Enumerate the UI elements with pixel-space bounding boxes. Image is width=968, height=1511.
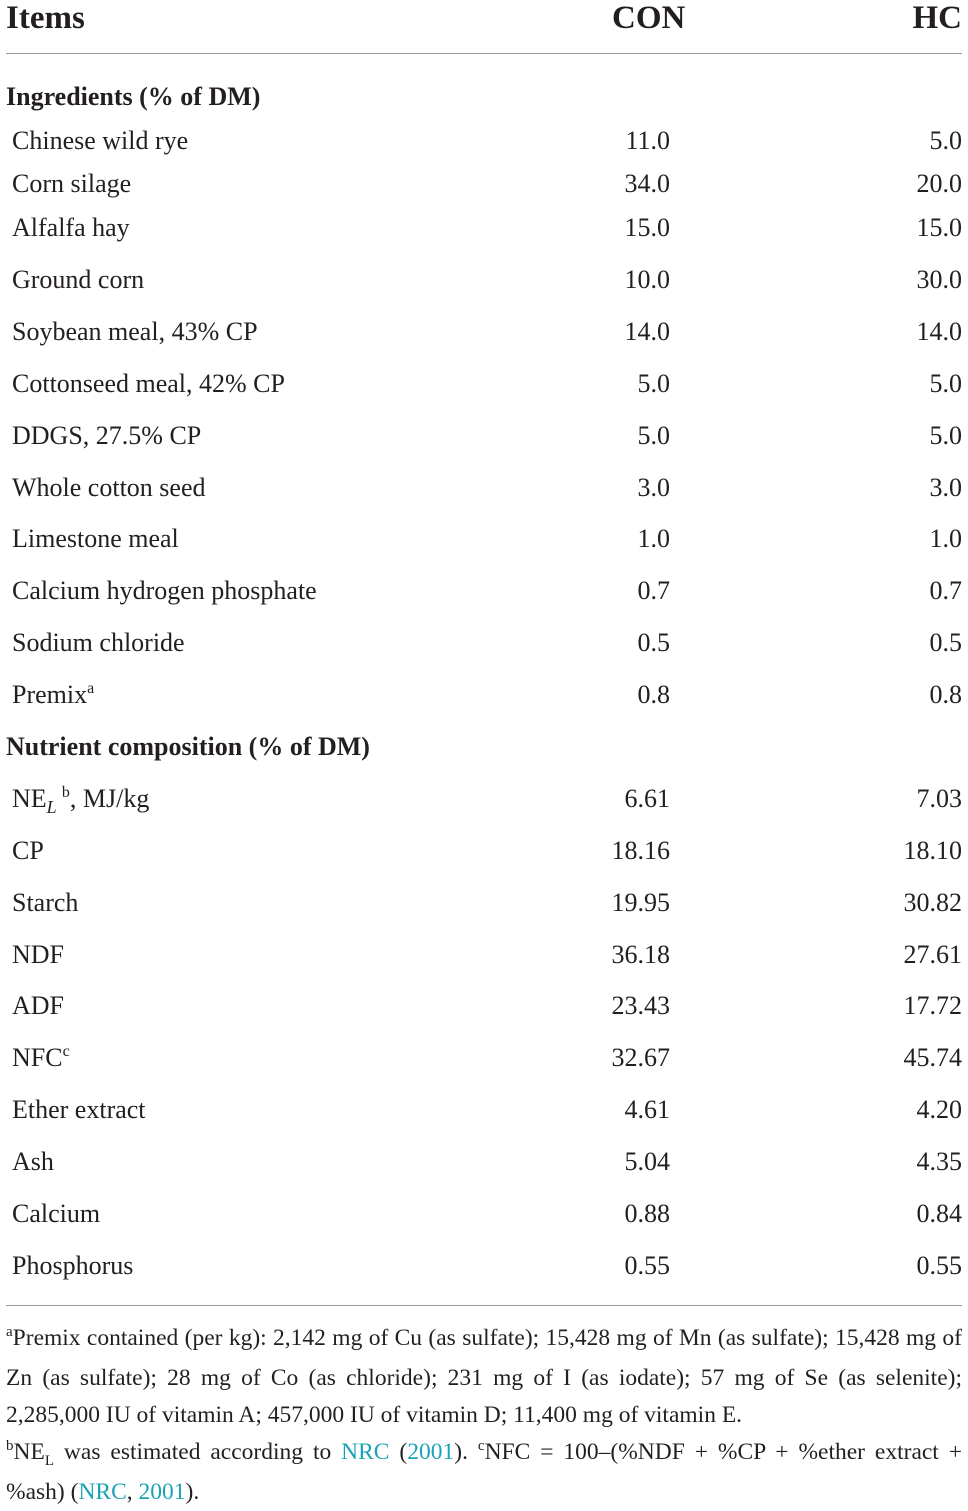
row-hc: 27.61 bbox=[903, 940, 962, 969]
row-hc: 4.35 bbox=[916, 1147, 962, 1176]
nrc-year-link[interactable]: 2001 bbox=[407, 1439, 455, 1465]
footnote-c-text: NFC = 100–(%NDF + %CP + %ether extract + %ash) ( bbox=[6, 1439, 963, 1505]
footnote-c-close: ). bbox=[185, 1479, 200, 1505]
table-row bbox=[0, 1249, 968, 1283]
row-hc: 5.0 bbox=[929, 126, 962, 155]
row-con: 5.04 bbox=[624, 1147, 670, 1176]
row-label: Ground corn bbox=[12, 265, 145, 294]
row-con: 34.0 bbox=[624, 169, 670, 198]
row-hc: 30.82 bbox=[903, 888, 962, 917]
row-con: 6.61 bbox=[624, 784, 670, 813]
nel-text: NE bbox=[12, 784, 47, 813]
table-row bbox=[0, 211, 968, 245]
row-label: Soybean meal, 43% CP bbox=[12, 317, 258, 346]
table-row bbox=[0, 1197, 968, 1231]
footnote-c-mark: c bbox=[477, 1438, 485, 1454]
footnote-b-ne: NE bbox=[13, 1439, 45, 1465]
table-row bbox=[0, 367, 968, 401]
row-label: Phosphorus bbox=[12, 1251, 134, 1280]
table-row bbox=[0, 626, 968, 660]
table-row bbox=[0, 263, 968, 297]
nel-unit: , MJ/kg bbox=[69, 784, 150, 813]
row-hc: 0.8 bbox=[929, 680, 962, 709]
table-row bbox=[0, 315, 968, 349]
table-row bbox=[0, 167, 968, 201]
footnote-a-text: Premix contained (per kg): 2,142 mg of Cu (as sulfate); 15,428 mg of Mn (as sulfate); 15,428 mg of Zn (as sulfate); 28 mg of Co (as chloride); 231 mg of I (as iodate); 57 mg of Se (as selenite); 2,285,000 IU of vitamin A; 457,000 IU of vitamin D; 11,400 mg of vitamin E. bbox=[6, 1325, 962, 1428]
row-label bbox=[12, 678, 94, 716]
row-con: 1.0 bbox=[637, 524, 670, 553]
row-label: Ash bbox=[12, 1147, 54, 1176]
row-label: Alfalfa hay bbox=[12, 213, 130, 242]
row-label: Calcium hydrogen phosphate bbox=[12, 576, 317, 605]
row-label: NDF bbox=[12, 940, 65, 969]
row-hc: 0.84 bbox=[916, 1199, 962, 1228]
footnote-mark-b: b bbox=[61, 784, 70, 801]
footnote-b-sub: L bbox=[44, 1453, 54, 1469]
nrc-year-link-2[interactable]: 2001 bbox=[138, 1479, 186, 1505]
table-row bbox=[0, 938, 968, 972]
table-row bbox=[0, 471, 968, 505]
row-label: Chinese wild rye bbox=[12, 126, 189, 155]
table-row bbox=[0, 678, 968, 712]
row-hc: 1.0 bbox=[929, 524, 962, 553]
row-hc: 5.0 bbox=[929, 369, 962, 398]
table-row bbox=[0, 1041, 968, 1075]
footnote-b-text: was estimated according to bbox=[54, 1439, 342, 1465]
table-row bbox=[0, 1093, 968, 1127]
table-row bbox=[0, 124, 968, 158]
row-hc: 7.03 bbox=[916, 784, 962, 813]
row-con: 18.16 bbox=[611, 836, 670, 865]
row-label bbox=[12, 782, 149, 820]
header-items: Items bbox=[6, 0, 85, 36]
row-label: ADF bbox=[12, 991, 65, 1020]
nrc-reference-link-2[interactable]: NRC bbox=[78, 1479, 127, 1505]
row-con: 11.0 bbox=[625, 126, 670, 155]
row-con: 0.55 bbox=[624, 1251, 670, 1280]
footnote-c-comma: , bbox=[126, 1479, 139, 1505]
row-label: Calcium bbox=[12, 1199, 101, 1228]
row-hc: 18.10 bbox=[903, 836, 962, 865]
nfc-text: NFC bbox=[12, 1043, 63, 1072]
section-nutrients: Nutrient composition (% of DM) bbox=[6, 732, 370, 761]
footnote-mark-c: c bbox=[62, 1043, 70, 1060]
row-label: Whole cotton seed bbox=[12, 473, 206, 502]
header-hc: HC bbox=[912, 0, 962, 36]
row-hc: 17.72 bbox=[903, 991, 962, 1020]
footer-rule bbox=[6, 1305, 962, 1306]
row-con: 0.88 bbox=[624, 1199, 670, 1228]
row-con: 10.0 bbox=[624, 265, 670, 294]
nrc-reference-link[interactable]: NRC bbox=[341, 1439, 390, 1465]
row-label: Corn silage bbox=[12, 169, 132, 198]
row-label: Sodium chloride bbox=[12, 628, 185, 657]
table-row bbox=[0, 782, 968, 816]
row-con: 0.7 bbox=[637, 576, 670, 605]
row-con: 0.8 bbox=[637, 680, 670, 709]
row-label: Limestone meal bbox=[12, 524, 179, 553]
header-con: CON bbox=[612, 0, 686, 36]
table-header bbox=[0, 0, 968, 40]
table-row bbox=[0, 1145, 968, 1179]
row-con: 15.0 bbox=[624, 213, 670, 242]
row-con: 4.61 bbox=[624, 1095, 670, 1124]
row-con: 5.0 bbox=[637, 369, 670, 398]
row-hc: 14.0 bbox=[916, 317, 962, 346]
row-label: Starch bbox=[12, 888, 79, 917]
row-con: 0.5 bbox=[637, 628, 670, 657]
table-row bbox=[0, 989, 968, 1023]
row-con: 32.67 bbox=[611, 1043, 670, 1072]
table-row bbox=[0, 522, 968, 556]
row-hc: 0.7 bbox=[929, 576, 962, 605]
footnote-b-mark: b bbox=[6, 1438, 14, 1454]
row-hc: 30.0 bbox=[916, 265, 962, 294]
row-con: 23.43 bbox=[611, 991, 670, 1020]
footnote-mark-a: a bbox=[87, 680, 95, 697]
row-hc: 5.0 bbox=[929, 421, 962, 450]
table-row bbox=[0, 574, 968, 608]
section-ingredients: Ingredients (% of DM) bbox=[6, 82, 261, 111]
table-row bbox=[0, 834, 968, 868]
row-label bbox=[12, 1041, 70, 1079]
row-label: Ether extract bbox=[12, 1095, 146, 1124]
row-con: 3.0 bbox=[637, 473, 670, 502]
row-label: CP bbox=[12, 836, 44, 865]
row-hc: 15.0 bbox=[916, 213, 962, 242]
footnote-b-open: ( bbox=[389, 1439, 408, 1465]
premix-text: Premix bbox=[12, 680, 88, 709]
row-hc: 4.20 bbox=[916, 1095, 962, 1124]
header-rule bbox=[6, 53, 962, 54]
row-hc: 45.74 bbox=[903, 1043, 962, 1072]
row-con: 14.0 bbox=[624, 317, 670, 346]
row-label: DDGS, 27.5% CP bbox=[12, 421, 202, 450]
row-hc: 0.55 bbox=[916, 1251, 962, 1280]
table-row bbox=[0, 886, 968, 920]
row-hc: 0.5 bbox=[929, 628, 962, 657]
footnote-b-close: ). bbox=[454, 1439, 478, 1465]
row-con: 5.0 bbox=[637, 421, 670, 450]
row-con: 19.95 bbox=[611, 888, 670, 917]
nel-subscript: L bbox=[46, 797, 57, 817]
table-row bbox=[0, 419, 968, 453]
row-hc: 3.0 bbox=[929, 473, 962, 502]
footnote-a-mark: a bbox=[6, 1324, 13, 1340]
table-footnotes bbox=[6, 1320, 962, 1511]
row-con: 36.18 bbox=[611, 940, 670, 969]
row-label: Cottonseed meal, 42% CP bbox=[12, 369, 285, 398]
row-hc: 20.0 bbox=[916, 169, 962, 198]
